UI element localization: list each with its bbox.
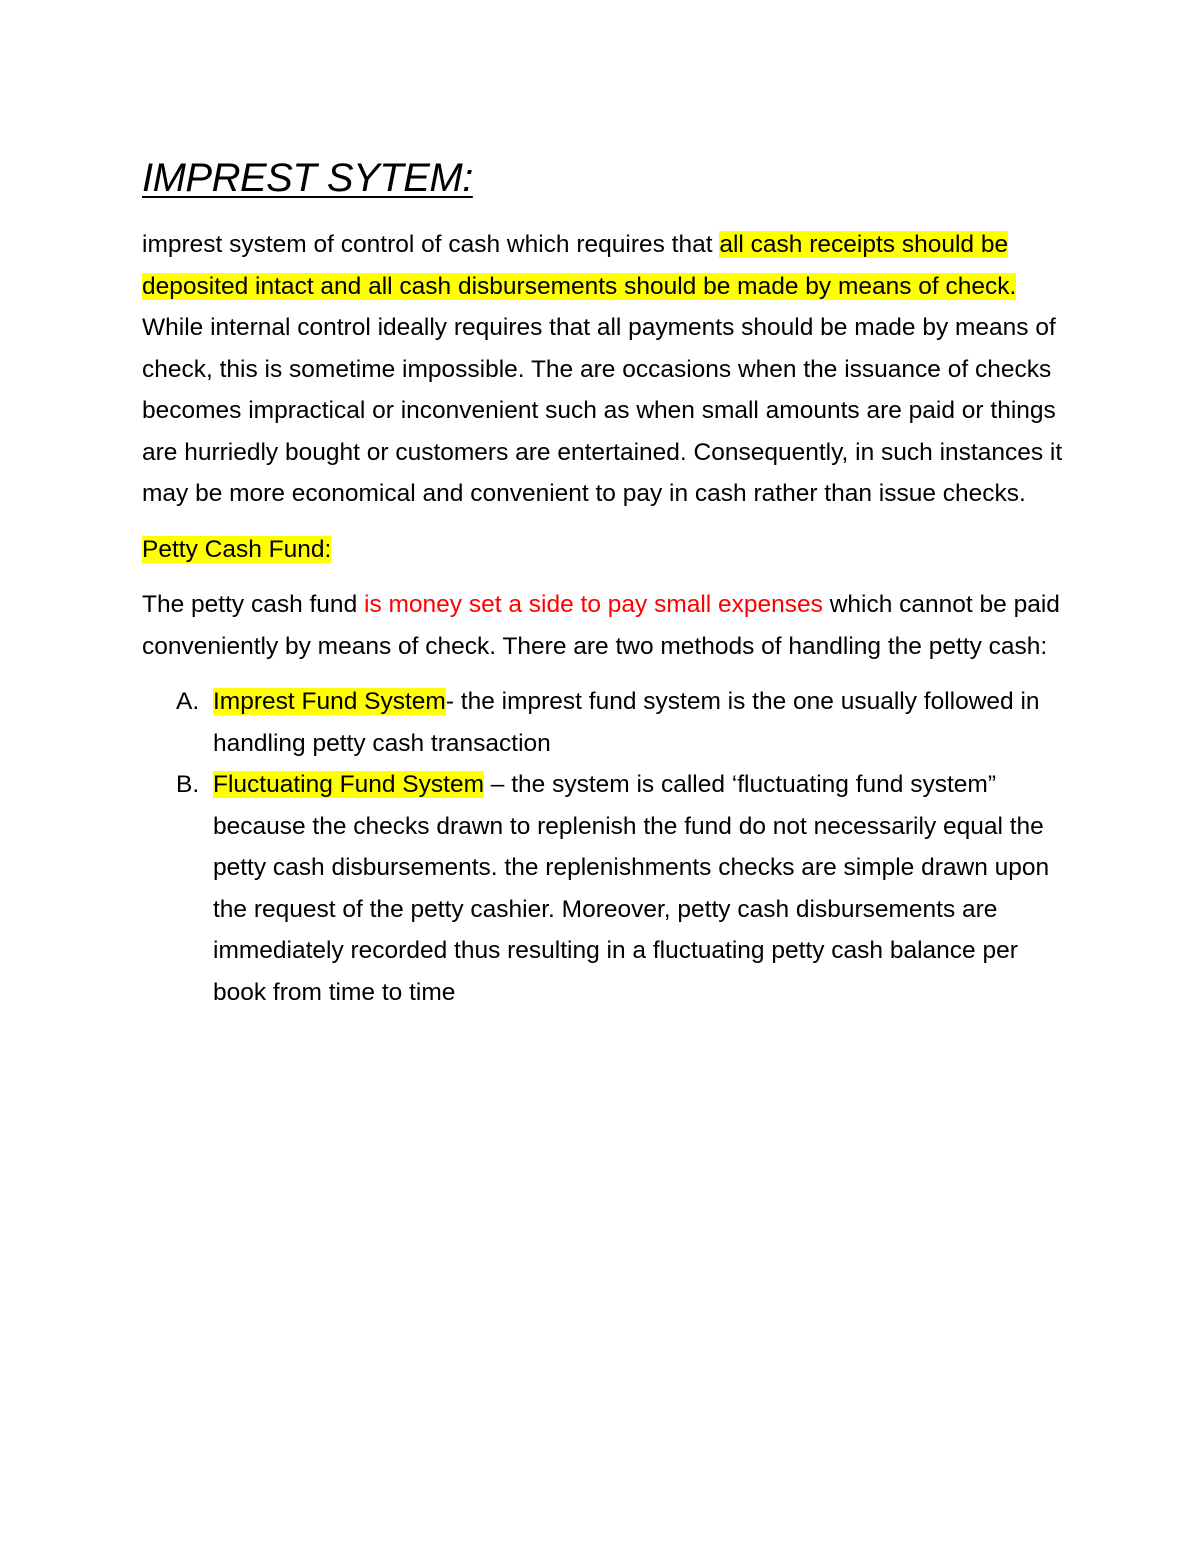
list-marker: B.	[176, 771, 200, 798]
petty-cash-heading	[142, 529, 1072, 571]
intro-paragraph	[142, 224, 1072, 515]
document-body	[142, 152, 1072, 1013]
list-item	[142, 681, 1072, 764]
petty-lead-text: The petty cash fund	[142, 591, 364, 618]
document-title: IMPREST SYTEM:	[142, 156, 473, 200]
method-description: - the imprest fund system is the one usually followed in handling petty cash transaction	[213, 688, 1040, 757]
petty-cash-paragraph	[142, 584, 1072, 667]
methods-list	[142, 681, 1072, 1013]
intro-lead-text: imprest system of control of cash which requires that	[142, 231, 720, 258]
method-term: Imprest Fund System	[213, 688, 446, 715]
intro-highlighted-text: all cash receipts should be deposited intact and all cash disbursements should be made by means of check.	[142, 231, 1017, 300]
list-item	[142, 764, 1072, 1013]
petty-cash-heading-text: Petty Cash Fund:	[142, 535, 332, 563]
list-marker: A.	[176, 688, 200, 715]
method-term: Fluctuating Fund System	[213, 771, 484, 798]
method-description: – the system is called ‘fluctuating fund system” because the checks drawn to replenish the fund do not necessarily equal the petty cash disbursements. the replenishments checks are simple drawn upon the request of the petty cashier. Moreover, petty cash disbursements are immediately recorded thus resulting in a fluctuating petty cash balance per book from time to time	[213, 771, 1050, 1006]
intro-rest-text: While internal control ideally requires that all payments should be made by means of check, this is sometime impossible. The are occasions when the issuance of checks becomes impractical or inconvenient such as when small amounts are paid or things are hurriedly bought or customers are entertained. Consequently, in such instances it may be more economical and convenient to pay in cash rather than issue checks.	[142, 314, 1063, 507]
petty-rest-text: which cannot be paid conveniently by means of check. There are two methods of handling the petty cash:	[142, 591, 1060, 660]
petty-red-text: is money set a side to pay small expenses	[364, 591, 823, 618]
